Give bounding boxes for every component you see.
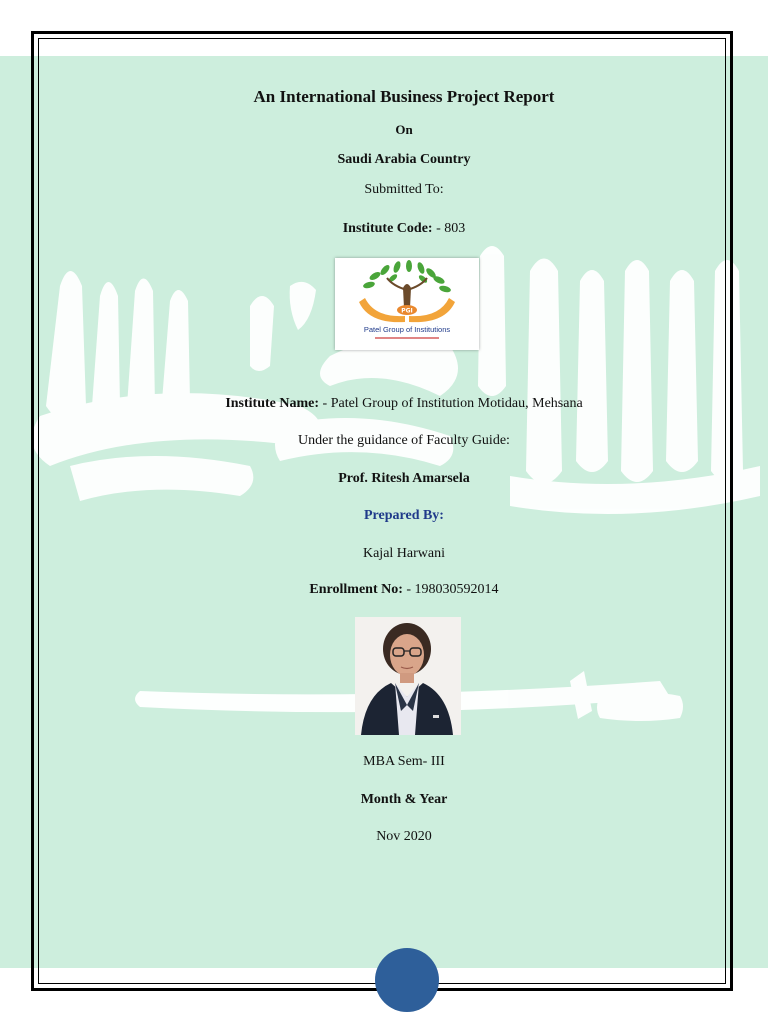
- institute-code: [37, 220, 768, 238]
- logo-graphic: [335, 258, 479, 350]
- month-year-value: Nov 2020: [376, 829, 432, 844]
- submitted-to: Submitted To:: [364, 182, 444, 197]
- faculty-guide: Prof. Ritesh Amarsela: [338, 471, 470, 486]
- portrait-graphic: [355, 617, 461, 735]
- student-portrait: [355, 617, 461, 735]
- enrollment-number: [37, 581, 768, 599]
- institute-name-value: - Patel Group of Institution Motidau, Mehsana: [319, 396, 583, 411]
- institute-code-label: Institute Code:: [342, 221, 433, 236]
- institute-code-value: - 803: [432, 221, 466, 236]
- report-title: An International Business Project Report: [253, 87, 555, 106]
- country-title: Saudi Arabia Country: [337, 152, 471, 167]
- footer-circle-ornament: [375, 948, 439, 1012]
- prepared-by-label: Prepared By:: [364, 508, 444, 523]
- tree-hands-logo: [335, 258, 479, 350]
- month-year-label: Month & Year: [360, 792, 448, 807]
- logo-org-name: Patel Group of Institutions: [363, 325, 451, 334]
- program: MBA Sem- III: [363, 754, 445, 769]
- institute-name: [37, 395, 768, 413]
- on-label: On: [395, 122, 413, 137]
- guidance-text: Under the guidance of Faculty Guide:: [298, 433, 510, 448]
- logo-mark: PGI: [401, 307, 413, 315]
- student-name: Kajal Harwani: [362, 546, 446, 561]
- enrollment-value: - 198030592014: [402, 582, 499, 597]
- enrollment-label: Enrollment No:: [309, 582, 403, 597]
- institute-name-label: Institute Name:: [225, 396, 320, 411]
